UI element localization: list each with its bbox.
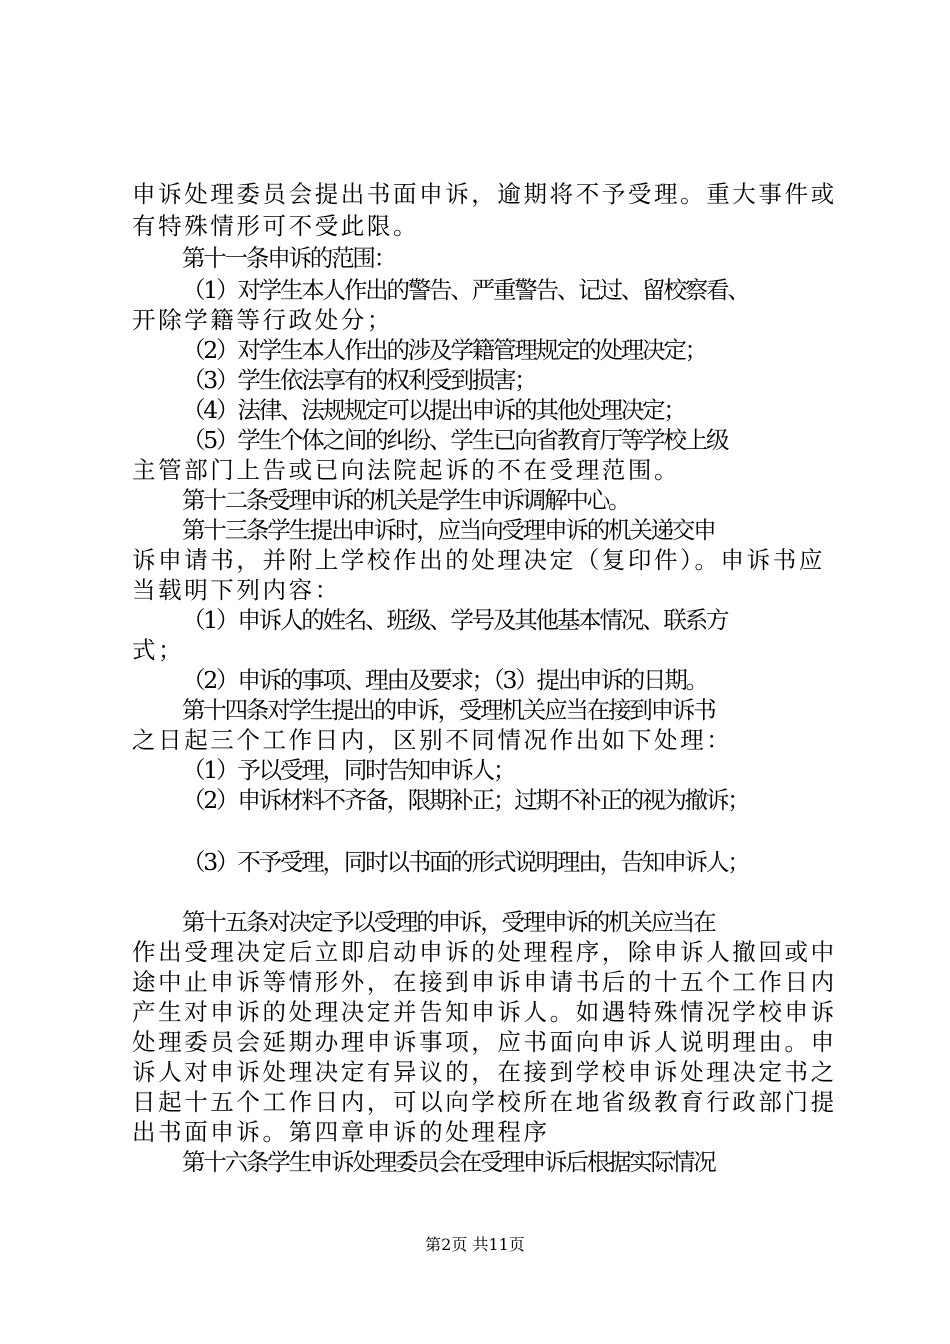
text-line: 开除学籍等行政处分； [132, 306, 393, 334]
text-line: （3）不予受理，同时以书面的形式说明理由，告知申诉人； [182, 848, 749, 876]
text-line: （4）法律、法规规定可以提出申诉的其他处理决定； [182, 396, 685, 424]
text-line: 日起十五个工作日内，可以向学校所在地省级教育行政部门提 [132, 1088, 837, 1116]
text-line: 第十五条对决定予以受理的申诉，受理申诉的机关应当在 [182, 908, 715, 936]
text-line: 申诉处理委员会提出书面申诉，逾期将不予受理。重大事件或 [132, 180, 837, 208]
text-line: 产生对申诉的处理决定并告知申诉人。如遇特殊情况学校申诉 [132, 998, 837, 1026]
text-line: （2）对学生本人作出的涉及学籍管理规定的处理决定； [182, 336, 706, 364]
text-line: 诉申请书，并附上学校作出的处理决定（复印件）。申诉书应 [132, 546, 825, 574]
text-line: 第十三条学生提出申诉时，应当向受理申诉的机关递交申 [182, 516, 715, 544]
text-line: 第十四条对学生提出的申诉，受理机关应当在接到申诉书 [182, 696, 715, 724]
text-line: 作出受理决定后立即启动申诉的处理程序，除申诉人撤回或中 [132, 938, 837, 966]
text-line: 途中止申诉等情形外，在接到申诉申请书后的十五个工作日内 [132, 968, 837, 996]
text-line: （1）申诉人的姓名、班级、学号及其他基本情况、联系方 [182, 606, 728, 634]
text-line: 当载明下列内容： [132, 576, 341, 604]
text-line: 诉人对申诉处理决定有异议的，在接到学校申诉处理决定书之 [132, 1058, 837, 1086]
text-line: 第十一条申诉的范围： [182, 244, 395, 272]
text-line: （1）予以受理，同时告知申诉人； [182, 756, 515, 784]
text-line: 出书面申诉。第四章申诉的处理程序 [132, 1118, 550, 1146]
text-line: 第十六条学生申诉处理委员会在受理申诉后根据实际情况 [182, 1148, 715, 1176]
text-line: 有特殊情形可不受此限。 [132, 212, 420, 240]
text-line: （5）学生个体之间的纠纷、学生已向省教育厅等学校上级 [182, 426, 728, 454]
text-line: （3）学生依法享有的权利受到损害； [182, 366, 536, 394]
page-number-footer: 第2页 共11页 [425, 1235, 525, 1254]
text-line: 式； [132, 636, 185, 664]
text-line: 第十二条受理申诉的机关是学生申诉调解中心。 [182, 486, 630, 514]
text-line: 处理委员会延期办理申诉事项，应书面向申诉人说明理由。申 [132, 1028, 837, 1056]
text-line: （1）对学生本人作出的警告、严重警告、记过、留校察看、 [182, 276, 749, 304]
text-line: 主管部门上告或已向法院起诉的不在受理范围。 [132, 456, 681, 484]
text-line: 之日起三个工作日内，区别不同情况作出如下处理： [132, 726, 733, 754]
text-line: （2）申诉材料不齐备，限期补正；过期不补正的视为撤诉； [182, 786, 749, 814]
text-line: （2）申诉的事项、理由及要求；（3）提出申诉的日期。 [182, 666, 707, 694]
